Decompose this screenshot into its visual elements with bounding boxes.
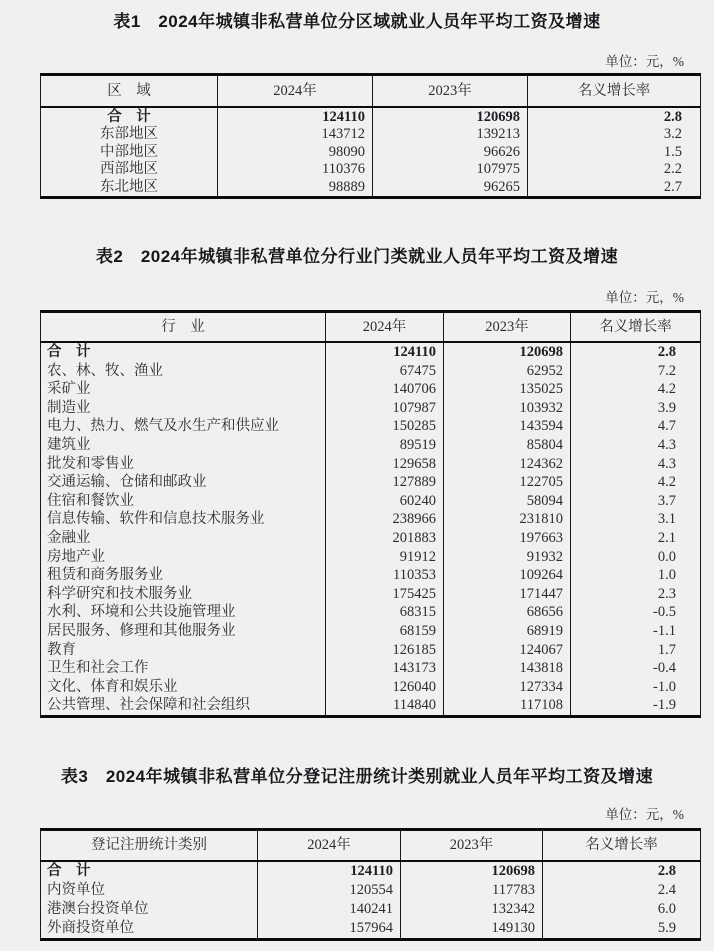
row-label: 建筑业 xyxy=(47,437,91,454)
row-label: 西部地区 xyxy=(100,161,158,178)
value-2023: 132342 xyxy=(401,900,543,919)
value-2023: 143818 xyxy=(444,659,571,678)
table-row xyxy=(41,178,701,197)
value-2024: 124110 xyxy=(326,342,444,362)
value-2023: 135025 xyxy=(444,380,571,399)
value-2023: 109264 xyxy=(444,566,571,585)
value-2024: 129658 xyxy=(326,455,444,474)
value-2024: 107987 xyxy=(326,399,444,418)
value-2024: 114840 xyxy=(326,696,444,716)
growth-rate: 3.9 xyxy=(571,399,701,418)
value-2023: 143594 xyxy=(444,417,571,436)
value-2024: 124110 xyxy=(218,107,373,126)
row-label: 合 计 xyxy=(107,108,151,125)
growth-rate: -1.0 xyxy=(571,678,701,697)
row-label: 交通运输、仓储和邮政业 xyxy=(47,474,207,491)
table1-header xyxy=(41,75,701,108)
value-2024: 143173 xyxy=(326,659,444,678)
growth-rate: 4.7 xyxy=(571,417,701,436)
total-row xyxy=(41,342,701,362)
value-2023: 120698 xyxy=(444,342,571,362)
growth-rate: 7.2 xyxy=(571,362,701,381)
table-region-wages xyxy=(40,73,701,199)
growth-rate: 2.3 xyxy=(571,585,701,604)
growth-rate: 2.1 xyxy=(571,529,701,548)
growth-rate: 3.1 xyxy=(571,510,701,529)
column-header: 2023年 xyxy=(401,830,543,862)
value-2024: 110376 xyxy=(218,161,373,179)
value-2023: 103932 xyxy=(444,399,571,418)
value-2024: 140241 xyxy=(258,900,401,919)
growth-rate: 2.4 xyxy=(543,881,701,900)
row-label: 东北地区 xyxy=(100,178,158,195)
row-label: 居民服务、修理和其他服务业 xyxy=(47,622,236,639)
value-2024: 201883 xyxy=(326,529,444,548)
row-label: 采矿业 xyxy=(47,381,91,398)
row-label: 港澳台投资单位 xyxy=(47,901,149,918)
total-row xyxy=(41,107,701,126)
value-2024: 110353 xyxy=(326,566,444,585)
value-2023: 124362 xyxy=(444,455,571,474)
growth-rate: 0.0 xyxy=(571,548,701,567)
table2-title: 表2 2024年城镇非私营单位分行业门类就业人员年平均工资及增速 xyxy=(95,247,619,266)
row-label: 文化、体育和娱乐业 xyxy=(47,678,178,695)
header-row xyxy=(41,312,701,343)
growth-rate: 2.8 xyxy=(528,107,701,126)
value-2024: 157964 xyxy=(258,919,401,940)
growth-rate: 2.8 xyxy=(571,342,701,362)
value-2024: 91912 xyxy=(326,548,444,567)
row-label: 内资单位 xyxy=(47,882,105,899)
row-label: 批发和零售业 xyxy=(47,455,134,472)
growth-rate: -1.9 xyxy=(571,696,701,716)
value-2023: 127334 xyxy=(444,678,571,697)
table-row xyxy=(41,161,701,179)
header-row xyxy=(41,830,701,862)
row-label: 水利、环境和公共设施管理业 xyxy=(47,604,236,621)
table-registration-type-wages xyxy=(40,828,701,941)
column-header: 2023年 xyxy=(373,75,528,108)
value-2023: 120698 xyxy=(401,861,543,881)
row-label: 卫生和社会工作 xyxy=(47,660,149,677)
value-2023: 68919 xyxy=(444,622,571,641)
value-2024: 126185 xyxy=(326,641,444,660)
table1-body xyxy=(41,107,701,197)
growth-rate: 1.5 xyxy=(528,143,701,161)
row-label: 科学研究和技术服务业 xyxy=(47,585,192,602)
value-2024: 89519 xyxy=(326,436,444,455)
table-row xyxy=(41,529,701,548)
value-2023: 96626 xyxy=(373,143,528,161)
row-label: 公共管理、社会保障和社会组织 xyxy=(47,697,250,714)
column-header: 2023年 xyxy=(444,312,571,343)
column-header: 行 业 xyxy=(41,312,326,343)
table-row xyxy=(41,622,701,641)
growth-rate: 2.7 xyxy=(528,178,701,197)
row-label: 教育 xyxy=(47,641,76,658)
growth-rate: -0.5 xyxy=(571,603,701,622)
value-2023: 62952 xyxy=(444,362,571,381)
value-2023: 58094 xyxy=(444,492,571,511)
table3-title: 表3 2024年城镇非私营单位分登记注册统计类别就业人员年平均工资及增速 xyxy=(60,767,654,786)
table1-title: 表1 2024年城镇非私营单位分区域就业人员年平均工资及增速 xyxy=(113,12,601,31)
value-2024: 68315 xyxy=(326,603,444,622)
value-2023: 117108 xyxy=(444,696,571,716)
table3-header xyxy=(41,830,701,862)
table3-body xyxy=(41,861,701,940)
row-label: 中部地区 xyxy=(100,143,158,160)
value-2024: 67475 xyxy=(326,362,444,381)
column-header: 区 域 xyxy=(41,75,218,108)
column-header: 名义增长率 xyxy=(528,75,701,108)
value-2024: 60240 xyxy=(326,492,444,511)
growth-rate: 4.3 xyxy=(571,455,701,474)
table-row xyxy=(41,510,701,529)
growth-rate: 2.2 xyxy=(528,161,701,179)
growth-rate: 4.3 xyxy=(571,436,701,455)
row-label: 电力、热力、燃气及水生产和供应业 xyxy=(47,418,279,435)
growth-rate: 1.7 xyxy=(571,641,701,660)
table2-unit-label: 单位：元，% xyxy=(605,290,684,305)
value-2023: 197663 xyxy=(444,529,571,548)
growth-rate: -0.4 xyxy=(571,659,701,678)
table-row xyxy=(41,659,701,678)
table-row xyxy=(41,603,701,622)
column-header: 2024年 xyxy=(218,75,373,108)
growth-rate: 2.8 xyxy=(543,861,701,881)
table-row xyxy=(41,678,701,697)
value-2024: 127889 xyxy=(326,473,444,492)
value-2023: 149130 xyxy=(401,919,543,940)
value-2023: 171447 xyxy=(444,585,571,604)
value-2024: 126040 xyxy=(326,678,444,697)
table-row xyxy=(41,436,701,455)
growth-rate: 6.0 xyxy=(543,900,701,919)
value-2023: 117783 xyxy=(401,881,543,900)
table-row xyxy=(41,492,701,511)
growth-rate: 4.2 xyxy=(571,380,701,399)
table-row xyxy=(41,696,701,716)
table2-body xyxy=(41,342,701,716)
column-header: 名义增长率 xyxy=(543,830,701,862)
table-row xyxy=(41,585,701,604)
row-label: 合 计 xyxy=(47,863,91,880)
growth-rate: 3.2 xyxy=(528,126,701,144)
row-label: 外商投资单位 xyxy=(47,920,134,937)
value-2024: 98090 xyxy=(218,143,373,161)
table-row xyxy=(41,548,701,567)
growth-rate: 3.7 xyxy=(571,492,701,511)
value-2024: 175425 xyxy=(326,585,444,604)
row-label: 制造业 xyxy=(47,399,91,416)
column-header: 2024年 xyxy=(258,830,401,862)
value-2024: 150285 xyxy=(326,417,444,436)
growth-rate: 4.2 xyxy=(571,473,701,492)
value-2023: 122705 xyxy=(444,473,571,492)
table-row xyxy=(41,641,701,660)
header-row xyxy=(41,75,701,108)
value-2024: 238966 xyxy=(326,510,444,529)
value-2023: 91932 xyxy=(444,548,571,567)
value-2024: 120554 xyxy=(258,881,401,900)
growth-rate: 1.0 xyxy=(571,566,701,585)
row-label: 东部地区 xyxy=(100,126,158,143)
row-label: 信息传输、软件和信息技术服务业 xyxy=(47,511,265,528)
value-2023: 124067 xyxy=(444,641,571,660)
table-row xyxy=(41,362,701,381)
table-row xyxy=(41,399,701,418)
value-2024: 140706 xyxy=(326,380,444,399)
table-row xyxy=(41,126,701,144)
value-2024: 143712 xyxy=(218,126,373,144)
table1-unit-label: 单位：元，% xyxy=(605,54,684,69)
value-2024: 68159 xyxy=(326,622,444,641)
table-row xyxy=(41,455,701,474)
table2-header xyxy=(41,312,701,343)
row-label: 租赁和商务服务业 xyxy=(47,567,163,584)
column-header: 登记注册统计类别 xyxy=(41,830,258,862)
table3-unit-label: 单位：元，% xyxy=(605,807,684,822)
value-2023: 139213 xyxy=(373,126,528,144)
table-row xyxy=(41,919,701,940)
table-row xyxy=(41,881,701,900)
value-2023: 120698 xyxy=(373,107,528,126)
growth-rate: -1.1 xyxy=(571,622,701,641)
table-row xyxy=(41,143,701,161)
row-label: 金融业 xyxy=(47,529,91,546)
row-label: 合 计 xyxy=(47,344,91,361)
value-2023: 68656 xyxy=(444,603,571,622)
total-row xyxy=(41,861,701,881)
value-2023: 231810 xyxy=(444,510,571,529)
column-header: 名义增长率 xyxy=(571,312,701,343)
table-row xyxy=(41,900,701,919)
growth-rate: 5.9 xyxy=(543,919,701,940)
column-header: 2024年 xyxy=(326,312,444,343)
table-row xyxy=(41,417,701,436)
table-row xyxy=(41,566,701,585)
row-label: 农、林、牧、渔业 xyxy=(47,362,163,379)
row-label: 住宿和餐饮业 xyxy=(47,492,134,509)
table-row xyxy=(41,473,701,492)
value-2023: 107975 xyxy=(373,161,528,179)
table-industry-wages xyxy=(40,310,701,718)
table-row xyxy=(41,380,701,399)
value-2023: 96265 xyxy=(373,178,528,197)
value-2023: 85804 xyxy=(444,436,571,455)
row-label: 房地产业 xyxy=(47,548,105,565)
value-2024: 124110 xyxy=(258,861,401,881)
value-2024: 98889 xyxy=(218,178,373,197)
